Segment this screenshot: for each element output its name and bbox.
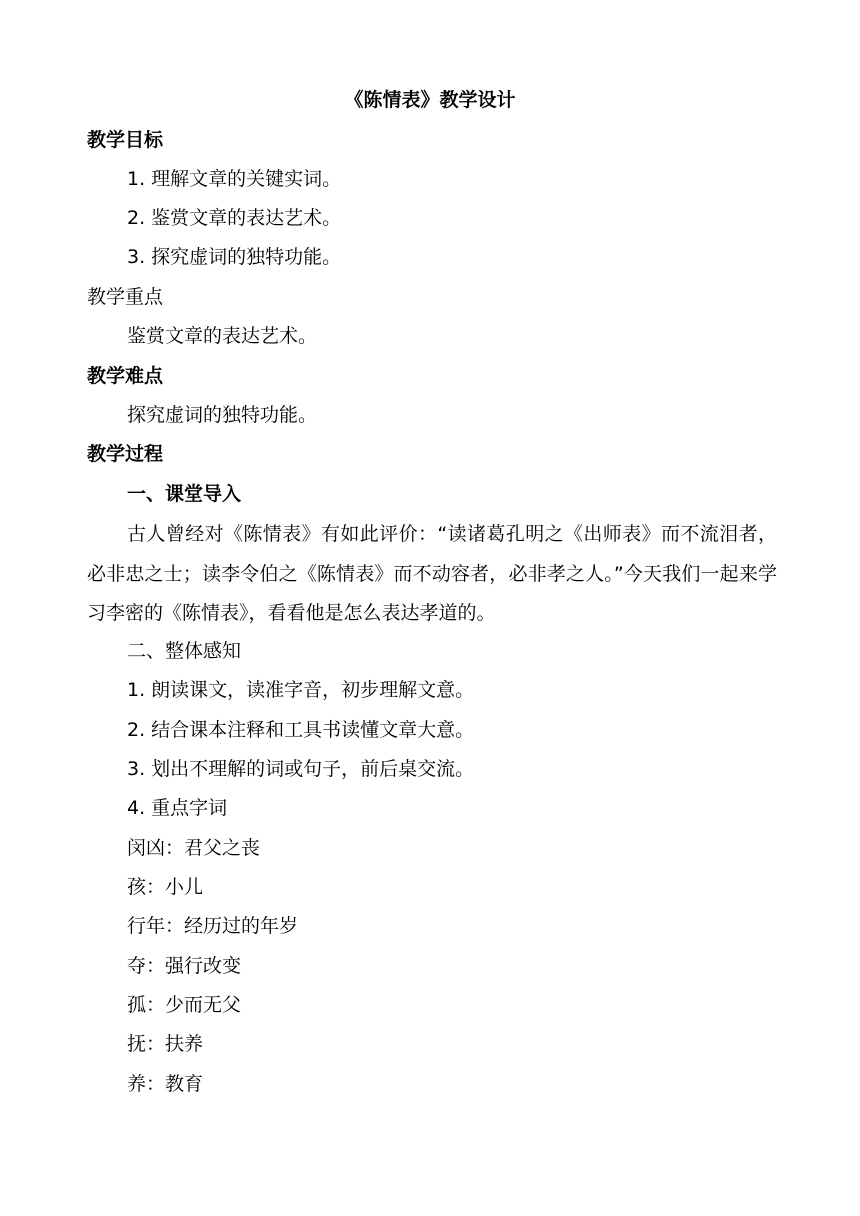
step-item-2: 2. 结合课本注释和工具书读懂文章大意。 [127,719,475,741]
vocab-item: 行年：经历过的年岁 [127,915,299,937]
vocab-item: 抚：扶养 [127,1033,204,1055]
vocab-item: 孩：小儿 [127,876,204,898]
section1-paragraph: 古人曾经对《陈情表》有如此评价：“读诸葛孔明之《出师表》而不流泪者，必非忠之士；读李令伯之《陈情表》而不动容者，必非孝之人。”今天我们一起来学习李密的《陈情表》，看看他是怎么表达孝道的。 [87,523,777,624]
step-item-4: 4. 重点字词 [127,797,228,819]
step-item-1: 1. 朗读课文，读准字音，初步理解文意。 [127,679,475,701]
vocab-item: 闵凶：君父之丧 [127,837,261,859]
difficulty-content: 探究虚词的独特功能。 [127,404,318,426]
key-point-heading: 教学重点 [87,286,164,308]
objectives-heading: 教学目标 [87,129,164,151]
key-point-content: 鉴赏文章的表达艺术。 [127,325,318,347]
process-heading: 教学过程 [87,443,164,465]
vocab-item: 孤：少而无父 [127,994,242,1016]
section2-heading: 二、整体感知 [127,640,242,662]
vocab-item: 夺：强行改变 [127,955,242,977]
objective-item-2: 2. 鉴赏文章的表达艺术。 [127,207,342,229]
objective-item-1: 1. 理解文章的关键实词。 [127,168,342,190]
section1-heading: 一、课堂导入 [127,483,242,505]
objective-item-3: 3. 探究虚词的独特功能。 [127,246,342,268]
step-item-3: 3. 划出不理解的词或句子，前后桌交流。 [127,758,475,780]
document-title: 《陈情表》教学设计 [344,89,516,111]
difficulty-heading: 教学难点 [87,365,164,387]
vocab-item: 养：教育 [127,1073,204,1095]
